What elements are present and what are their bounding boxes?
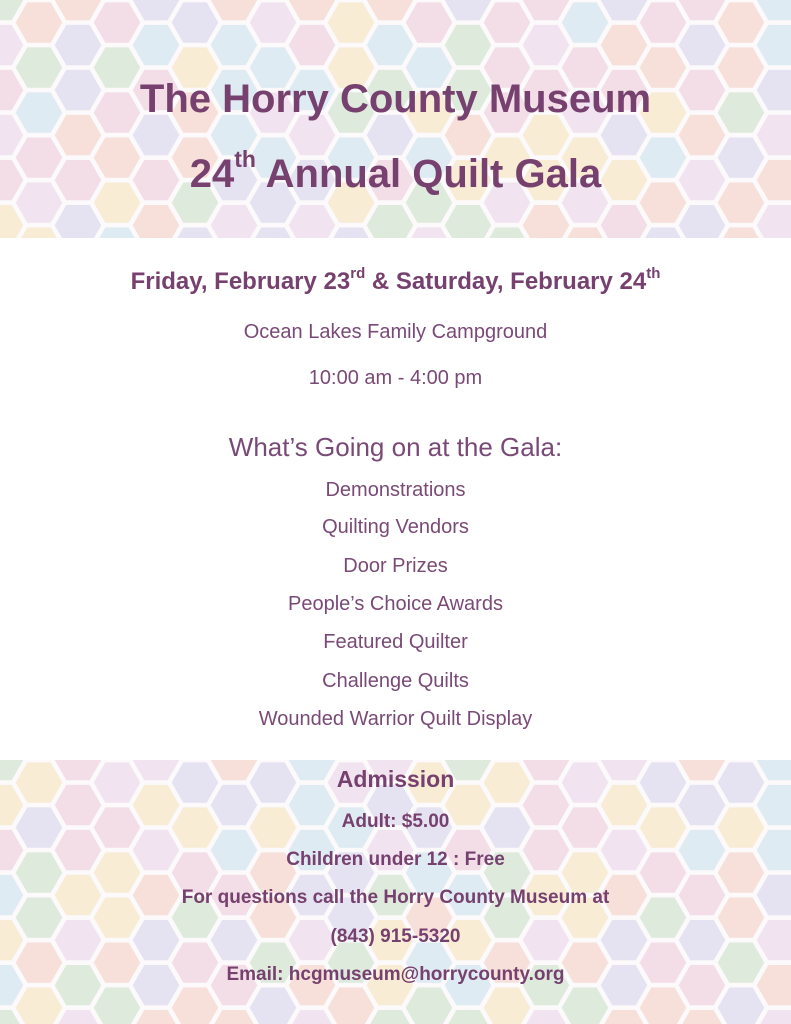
contact-phone: (843) 915-5320 xyxy=(330,926,461,947)
admission-children-price: Children under 12 : Free xyxy=(286,849,505,870)
event-day2: & Saturday, February 24 xyxy=(371,268,647,295)
gala-title-rest: Annual Quilt Gala xyxy=(265,152,602,196)
activity-item: Challenge Quilts xyxy=(322,670,469,692)
activity-item: Quilting Vendors xyxy=(322,516,469,538)
museum-title: The Horry County Museum xyxy=(139,77,652,121)
event-day1: Friday, February 23 xyxy=(130,268,351,295)
gala-ordinal-suffix: th xyxy=(234,146,256,172)
activity-item: People’s Choice Awards xyxy=(288,593,503,615)
activity-item: Demonstrations xyxy=(325,479,466,501)
admission-adult-price: Adult: $5.00 xyxy=(341,811,450,832)
gala-ordinal: 24 xyxy=(189,152,235,196)
event-day1-suffix: rd xyxy=(350,265,366,282)
contact-questions: For questions call the Horry County Museum at xyxy=(181,887,610,908)
event-venue: Ocean Lakes Family Campground xyxy=(243,321,548,343)
activity-item: Door Prizes xyxy=(343,555,448,577)
event-dates xyxy=(0,265,791,295)
activity-item: Featured Quilter xyxy=(323,631,468,653)
event-day2-suffix: th xyxy=(646,265,661,282)
contact-email: Email: hcgmuseum@horrycounty.org xyxy=(226,964,565,985)
activity-item: Wounded Warrior Quilt Display xyxy=(258,708,533,730)
event-hours: 10:00 am - 4:00 pm xyxy=(308,367,483,389)
admission-heading: Admission xyxy=(336,766,455,792)
activities-heading: What’s Going on at the Gala: xyxy=(228,432,563,462)
gala-title xyxy=(0,146,791,196)
